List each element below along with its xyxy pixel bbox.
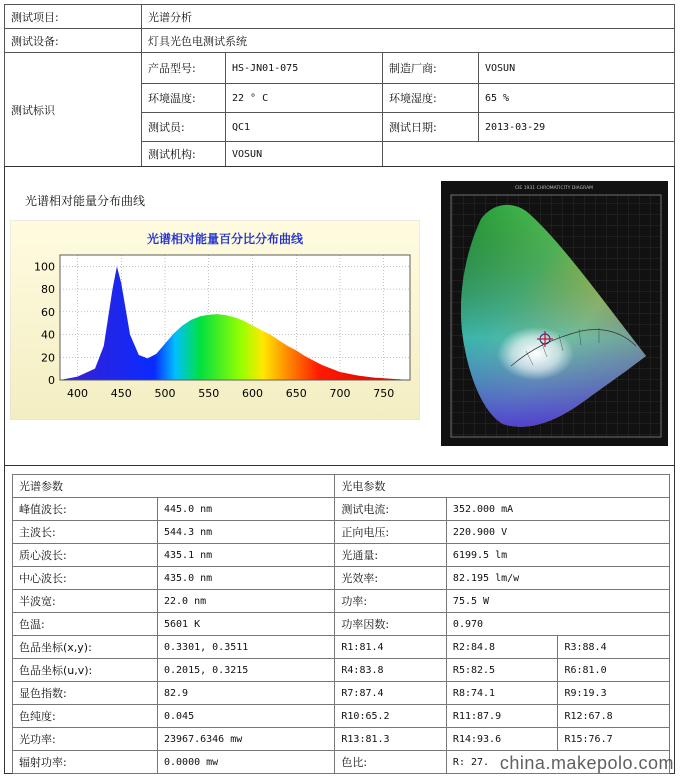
param-value: 5601 K (158, 613, 335, 636)
param-row (13, 682, 670, 705)
plot-area (34, 255, 410, 400)
maker-label: 制造厂商: (383, 53, 479, 84)
elec-params-title: 光电参数 (335, 475, 670, 498)
color-index-value: R13:81.3 (335, 728, 447, 751)
param-row (13, 613, 670, 636)
spectrum-chart (10, 220, 420, 420)
color-index-value: R4:83.8 (335, 659, 447, 682)
param-row (13, 728, 670, 751)
param-label: 测试电流: (335, 498, 447, 521)
watermark: china.makepolo.com (499, 753, 674, 773)
cie-diagram (441, 181, 668, 446)
param-label: 主波长: (13, 521, 158, 544)
param-label: 功率因数: (335, 613, 447, 636)
param-label: 色纯度: (13, 705, 158, 728)
spec-params-title: 光谱参数 (13, 475, 335, 498)
tester-value: QC1 (226, 113, 383, 142)
param-label: 质心波长: (13, 544, 158, 567)
param-value: 0.045 (158, 705, 335, 728)
header-table (4, 4, 675, 167)
param-row (13, 521, 670, 544)
y-tick-label: 20 (41, 351, 55, 365)
x-tick-label: 550 (198, 387, 220, 400)
y-tick-label: 60 (41, 305, 55, 319)
model-label: 产品型号: (142, 53, 226, 84)
param-value: R: 27. (446, 751, 669, 774)
y-tick-label: 40 (41, 328, 55, 342)
param-value: 445.0 nm (158, 498, 335, 521)
device-label: 测试设备: (5, 29, 142, 53)
param-label: 辐射功率: (13, 751, 158, 774)
x-tick-label: 700 (329, 387, 351, 400)
param-label: 光通量: (335, 544, 447, 567)
empty-cell (383, 142, 675, 167)
param-row (13, 590, 670, 613)
chart-title: 光谱相对能量百分比分布曲线 (146, 232, 304, 246)
maker-value: VOSUN (479, 53, 675, 84)
item-label: 测试项目: (5, 5, 142, 29)
param-value: 22.0 nm (158, 590, 335, 613)
param-label: 半波宽: (13, 590, 158, 613)
param-label: 光功率: (13, 728, 158, 751)
x-tick-label: 750 (373, 387, 395, 400)
param-value: 435.0 nm (158, 567, 335, 590)
color-index-value: R2:84.8 (446, 636, 558, 659)
param-label: 色比: (335, 751, 447, 774)
org-value: VOSUN (226, 142, 383, 167)
temp-label: 环境温度: (142, 84, 226, 113)
x-tick-label: 600 (242, 387, 263, 400)
date-label: 测试日期: (383, 113, 479, 142)
mark-label: 测试标识 (5, 53, 142, 167)
param-label: 功率: (335, 590, 447, 613)
param-label: 光效率: (335, 567, 447, 590)
item-value: 光谱分析 (142, 5, 675, 29)
param-row (13, 498, 670, 521)
device-value: 灯具光色电测试系统 (142, 29, 675, 53)
param-value: 435.1 nm (158, 544, 335, 567)
param-value: 0.2015, 0.3215 (158, 659, 335, 682)
color-index-value: R9:19.3 (558, 682, 670, 705)
humidity-value: 65 % (479, 84, 675, 113)
param-label: 色温: (13, 613, 158, 636)
param-value: 352.000 mA (446, 498, 669, 521)
param-value: 82.195 lm/w (446, 567, 669, 590)
param-value: 0.0000 mw (158, 751, 335, 774)
param-value: 0.3301, 0.3511 (158, 636, 335, 659)
tester-label: 测试员: (142, 113, 226, 142)
model-value: HS-JN01-075 (226, 53, 383, 84)
color-index-value: R10:65.2 (335, 705, 447, 728)
param-row (13, 636, 670, 659)
param-value: 23967.6346 mw (158, 728, 335, 751)
x-tick-label: 450 (110, 387, 132, 400)
param-label: 中心波长: (13, 567, 158, 590)
temp-value: 22 ° C (226, 84, 383, 113)
color-index-value: R14:93.6 (446, 728, 558, 751)
humidity-label: 环境湿度: (383, 84, 479, 113)
x-tick-label: 500 (154, 387, 176, 400)
param-label: 色品坐标(x,y): (13, 636, 158, 659)
color-index-value: R8:74.1 (446, 682, 558, 705)
date-value: 2013-03-29 (479, 113, 675, 142)
params-table (12, 474, 670, 774)
y-tick-label: 100 (34, 260, 55, 274)
color-index-value: R5:82.5 (446, 659, 558, 682)
cie-title: CIE 1931 CHROMATICITY DIAGRAM (514, 186, 594, 191)
param-label: 显色指数: (13, 682, 158, 705)
param-label: 色品坐标(u,v): (13, 659, 158, 682)
org-label: 测试机构: (142, 142, 226, 167)
param-value: 6199.5 lm (446, 544, 669, 567)
param-value: 82.9 (158, 682, 335, 705)
param-row (13, 659, 670, 682)
color-index-value: R7:87.4 (335, 682, 447, 705)
spectrum-section-title: 光谱相对能量分布曲线 (25, 194, 146, 208)
color-index-value: R15:76.7 (558, 728, 670, 751)
param-value: 544.3 nm (158, 521, 335, 544)
param-row (13, 567, 670, 590)
param-value: 220.900 V (446, 521, 669, 544)
y-tick-label: 0 (48, 374, 55, 387)
color-index-value: R11:87.9 (446, 705, 558, 728)
x-tick-label: 400 (67, 387, 88, 400)
param-value: 0.970 (446, 613, 669, 636)
y-tick-label: 80 (41, 283, 55, 297)
param-row (13, 705, 670, 728)
param-label: 正向电压: (335, 521, 447, 544)
color-index-value: R12:67.8 (558, 705, 670, 728)
x-tick-label: 650 (285, 387, 307, 400)
color-index-value: R1:81.4 (335, 636, 447, 659)
param-value: 75.5 W (446, 590, 669, 613)
param-label: 峰值波长: (13, 498, 158, 521)
color-index-value: R6:81.0 (558, 659, 670, 682)
color-index-value: R3:88.4 (558, 636, 670, 659)
param-row (13, 544, 670, 567)
